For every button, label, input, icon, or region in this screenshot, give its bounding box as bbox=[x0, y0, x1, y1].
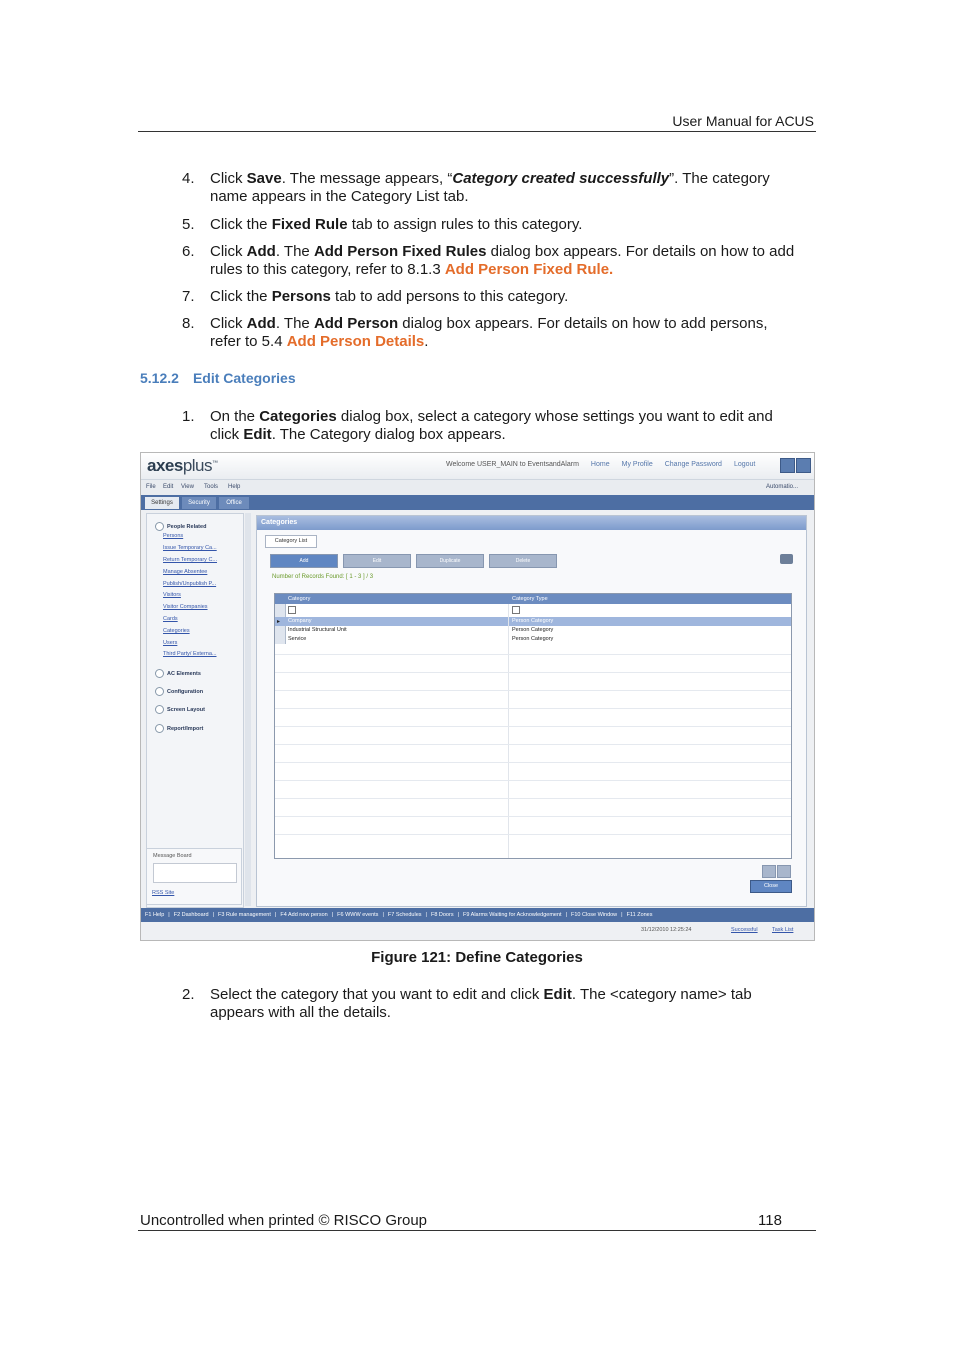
tab-office[interactable]: Office bbox=[219, 497, 249, 509]
table-cell[interactable]: Person Category bbox=[512, 627, 554, 633]
print-icon[interactable] bbox=[780, 554, 793, 564]
bottom-status bbox=[141, 922, 814, 940]
nav-manage-absentee[interactable]: Manage Absentee bbox=[163, 569, 208, 575]
tab-security[interactable]: Security bbox=[182, 497, 216, 509]
grid-line bbox=[275, 690, 791, 691]
fkey-zones[interactable]: F11 Zones bbox=[626, 912, 653, 918]
nav-persons[interactable]: Persons bbox=[163, 533, 184, 539]
tab-settings[interactable]: Settings bbox=[145, 497, 179, 509]
chevron-down-icon bbox=[155, 687, 164, 696]
axesplus-logo: axesplus™ bbox=[147, 456, 218, 475]
grid-line bbox=[275, 726, 791, 727]
menu-help[interactable]: Help bbox=[228, 484, 241, 490]
table-cell[interactable]: Industrial Structural Unit bbox=[288, 627, 347, 633]
nav-visitors[interactable]: Visitors bbox=[163, 592, 181, 598]
grid-line bbox=[275, 672, 791, 673]
my-profile-link[interactable]: My Profile bbox=[621, 461, 653, 468]
menu-bar bbox=[141, 479, 814, 495]
footer-rule bbox=[138, 1230, 816, 1231]
records-found: Number of Records Found: [ 1 - 3 ] / 3 bbox=[272, 574, 374, 580]
message-board-label: Message Board bbox=[153, 853, 192, 859]
step-number: 5. bbox=[182, 216, 195, 233]
figure-caption: Figure 121: Define Categories bbox=[371, 949, 583, 966]
nav-issue-temporary-card[interactable]: Issue Temporary Ca... bbox=[163, 545, 217, 551]
welcome-text: Welcome USER_MAIN to EventsandAlarm bbox=[446, 461, 579, 468]
menu-edit[interactable]: Edit bbox=[163, 484, 174, 490]
grid-line bbox=[275, 654, 791, 655]
chevron-up-icon bbox=[155, 522, 164, 531]
group-configuration[interactable]: Configuration bbox=[155, 687, 203, 696]
grid-line bbox=[275, 834, 791, 835]
fkey-help[interactable]: F1 Help bbox=[145, 912, 165, 918]
fkey-doors[interactable]: F8 Doors bbox=[430, 912, 454, 918]
grid-line bbox=[275, 816, 791, 817]
grid-line bbox=[275, 780, 791, 781]
footer-text: Uncontrolled when printed © RISCO Group bbox=[140, 1212, 428, 1229]
next-icon[interactable] bbox=[777, 865, 791, 878]
table-cell[interactable]: Service bbox=[288, 636, 307, 642]
nav-return-temporary-card[interactable]: Return Temporary C... bbox=[163, 557, 218, 563]
step-1: 1. On the Categories dialog box, select a category whose settings you want to edit and click Edit. The Category dialog box appears. bbox=[182, 408, 773, 443]
step-6: 6. Click Add. The Add Person Fixed Rules dialog box appears. For details on how to add rules to this category, refer to 8.1.3 Add Person Fixed Rule. bbox=[182, 243, 795, 278]
group-report-import[interactable]: Report/Import bbox=[155, 724, 203, 733]
step-2: 2. Select the category that you want to edit and click Edit. The <category name> tab appears with all the details. bbox=[182, 986, 752, 1021]
header-rule bbox=[138, 131, 816, 132]
top-links bbox=[446, 461, 767, 468]
column-divider bbox=[508, 604, 509, 858]
step-4: 4. Click Save. The message appears, “Category created successfully”. The category name appears in the Category List tab. bbox=[182, 170, 770, 205]
fkey-dashboard[interactable]: F2 Dashboard bbox=[173, 912, 209, 918]
nav-categories[interactable]: Categories bbox=[163, 628, 190, 634]
fkey-schedules[interactable]: F7 Schedules bbox=[387, 912, 422, 918]
task-list-link[interactable]: Task List bbox=[772, 927, 794, 933]
chevron-down-icon bbox=[155, 724, 164, 733]
grid-header bbox=[275, 594, 791, 604]
step-7: 7. Click the Persons tab to add persons to this category. bbox=[182, 288, 569, 305]
categories-screenshot bbox=[140, 452, 815, 941]
column-category-type[interactable]: Category Type bbox=[512, 596, 548, 602]
categories-panel bbox=[256, 515, 807, 907]
section-title: Edit Categories bbox=[192, 370, 296, 386]
step-number: 2. bbox=[182, 986, 195, 1003]
main-tabbar bbox=[141, 495, 814, 510]
category-grid bbox=[274, 593, 792, 859]
minimize-icon[interactable] bbox=[780, 458, 795, 473]
nav-publish-unpublish[interactable]: Publish/Unpublish P... bbox=[163, 581, 217, 587]
fkey-close-window[interactable]: F10 Close Window bbox=[571, 912, 618, 918]
table-cell[interactable]: Person Category bbox=[512, 618, 554, 624]
change-password-link[interactable]: Change Password bbox=[664, 461, 722, 468]
app-topbar bbox=[141, 453, 814, 479]
menu-tools[interactable]: Tools bbox=[204, 484, 219, 490]
step-number: 8. bbox=[182, 315, 195, 332]
message-board bbox=[146, 848, 242, 905]
step-number: 7. bbox=[182, 288, 195, 305]
table-cell[interactable]: Person Category bbox=[512, 636, 554, 642]
close-button[interactable]: Close bbox=[750, 880, 792, 893]
splitter-handle[interactable] bbox=[245, 513, 251, 906]
add-button[interactable]: Add bbox=[270, 554, 338, 568]
duplicate-button[interactable]: Duplicate bbox=[416, 554, 484, 568]
grid-line bbox=[275, 708, 791, 709]
message-board-area[interactable] bbox=[153, 863, 237, 883]
datetime: 31/12/2010 12:25:24 bbox=[641, 927, 692, 933]
fkey-www-events[interactable]: F6 WWW events bbox=[337, 912, 379, 918]
close-icon[interactable] bbox=[796, 458, 811, 473]
filter-icon[interactable] bbox=[288, 606, 296, 614]
grid-line bbox=[275, 744, 791, 745]
table-cell[interactable]: Company bbox=[288, 618, 312, 624]
row-pointer-icon: ▸ bbox=[277, 619, 281, 625]
tab-category-list[interactable]: Category List bbox=[265, 535, 317, 548]
nav-visitor-companies[interactable]: Visitor Companies bbox=[163, 604, 208, 610]
fkey-alarms[interactable]: F9 Alarms Waiting for Acknowledgement bbox=[463, 912, 562, 918]
running-header: User Manual for ACUS bbox=[672, 113, 814, 129]
page-number: 118 bbox=[758, 1212, 782, 1229]
menu-file[interactable]: File bbox=[146, 484, 156, 490]
fkey-add-new-person[interactable]: F4 Add new person bbox=[280, 912, 328, 918]
delete-button[interactable]: Delete bbox=[489, 554, 557, 568]
step-number: 1. bbox=[182, 408, 195, 425]
step-number: 6. bbox=[182, 243, 195, 260]
nav-users[interactable]: Users bbox=[163, 640, 178, 646]
menu-automatio[interactable]: Automatio... bbox=[766, 484, 799, 490]
logout-link[interactable]: Logout bbox=[733, 461, 756, 468]
function-key-bar: F1 Help | F2 Dashboard | F3 Rule management | F4 Add new person | F6 WWW events | F7 Schedules | F8 Doors | F9 Alarms Waiting for Acknowledgement | F10 Close Window | F11 Zones bbox=[141, 908, 814, 922]
link-add-person-details[interactable]: Add Person Details bbox=[286, 333, 425, 350]
fkey-rule-management[interactable]: F3 Rule management bbox=[218, 912, 271, 918]
edit-button[interactable]: Edit bbox=[343, 554, 411, 568]
nav-cards[interactable]: Cards bbox=[163, 616, 178, 622]
section-heading bbox=[140, 370, 296, 386]
step-number: 4. bbox=[182, 170, 195, 187]
grid-line bbox=[275, 798, 791, 799]
home-link[interactable]: Home bbox=[590, 461, 610, 468]
rss-site-link[interactable]: RSS Site bbox=[152, 890, 175, 896]
step-8: 8. Click Add. The Add Person dialog box appears. For details on how to add persons, refer to 5.4 Add Person Details. bbox=[182, 315, 768, 350]
previous-icon[interactable] bbox=[762, 865, 776, 878]
menu-view[interactable]: View bbox=[181, 484, 194, 490]
group-people-related[interactable]: People Related bbox=[155, 522, 206, 531]
chevron-down-icon bbox=[155, 705, 164, 714]
successful-link[interactable]: Successful bbox=[731, 927, 758, 933]
nav-third-party[interactable]: Third Party/ Externa... bbox=[163, 651, 217, 657]
section-number: 5.12.2 bbox=[140, 370, 179, 386]
filter-icon[interactable] bbox=[512, 606, 520, 614]
column-category[interactable]: Category bbox=[288, 596, 311, 602]
group-ac-elements[interactable]: AC Elements bbox=[155, 669, 201, 678]
group-screen-layout[interactable]: Screen Layout bbox=[155, 705, 205, 714]
link-add-person-fixed-rule[interactable]: Add Person Fixed Rule. bbox=[444, 261, 614, 278]
step-5: 5. Click the Fixed Rule tab to assign rules to this category. bbox=[182, 216, 583, 233]
grid-line bbox=[275, 762, 791, 763]
panel-title: Categories bbox=[257, 516, 806, 530]
chevron-down-icon bbox=[155, 669, 164, 678]
